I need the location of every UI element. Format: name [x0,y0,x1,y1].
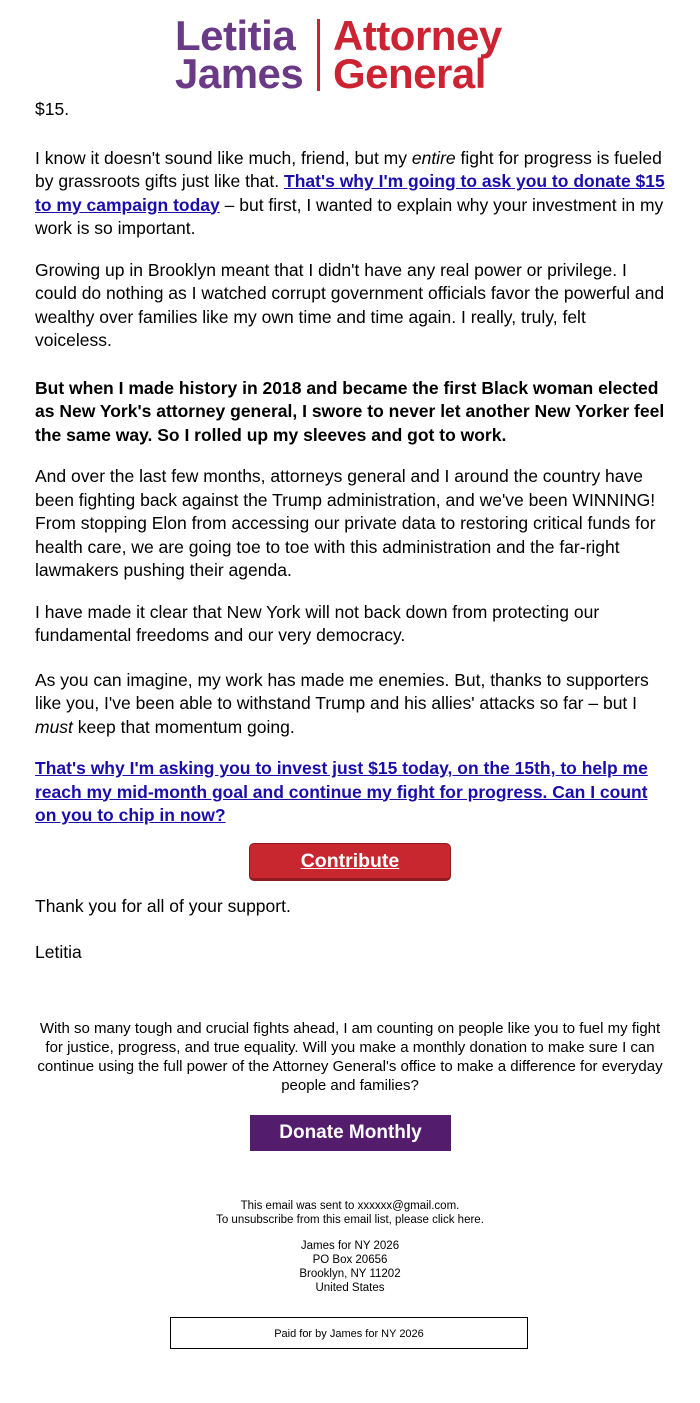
address-city: Brooklyn, NY 11202 [299,1268,401,1280]
paragraph-1: I know it doesn't sound like much, friend, but my entire fight for progress is fueled by grassroots gifts just like that. That's why I'm going to ask you to donate $15 to my campaign today – but first, I wanted to explain why your investment in my work is so important. [35,147,665,238]
campaign-logo [175,12,525,97]
sent-to-line: This email was sent to xxxxxx@gmail.com. [240,1200,460,1212]
address-po-box: PO Box 20656 [312,1254,388,1266]
logo-last-name: James [175,50,304,97]
paragraph-2: Growing up in Brooklyn meant that I didn't have any real power or privilege. I could do nothing as I watched corrupt government officials favor the powerful and wealthy over families like my own time and time again. I really, truly, felt voiceless. [35,259,665,350]
donate-monthly-button[interactable]: Donate Monthly [250,1115,451,1151]
emphasis-must: must [35,716,73,737]
unsubscribe-link[interactable]: To unsubscribe from this email list, please click here. [216,1214,484,1226]
paid-for-disclaimer: Paid for by James for NY 2026 [170,1317,528,1349]
address-country: United States [315,1282,385,1294]
signature: Letitia [35,942,82,962]
paragraph-3: But when I made history in 2018 and became the first Black woman elected as New York's attorney general, I swore to never let another New Yorker feel the same way. So I rolled up my sleeves and got to work. [35,377,665,445]
logo-title-line1: Attorney [333,12,502,59]
contribute-button[interactable]: Contribute [249,843,451,881]
address-org: James for NY 2026 [300,1240,400,1252]
logo-title-line2: General [333,50,486,97]
logo-divider [317,19,320,91]
paragraph-5: I have made it clear that New York will not back down from protecting our fundamental freedoms and our very democracy. [35,601,600,645]
email-footer [35,1199,665,1295]
email-body [35,98,665,828]
amount-line: $15. [35,99,70,119]
mailing-address [35,1239,665,1295]
monthly-appeal-text: With so many tough and crucial fights ahead, I am counting on people like you to fuel my fight for justice, progress, and true equality. Will you make a monthly donation to make sure I can continue using the full power of the Attorney General's office to make a difference for everyday people and families? [37,1020,663,1094]
paragraph-7 [35,757,665,828]
paragraph-4: And over the last few months, attorneys general and I around the country have been fighting back against the Trump administration, and we've been WINNING! From stopping Elon from accessing our private data to restoring critical funds for health care, we are going toe to toe with this administration and the far-right lawmakers pushing their agenda. [35,466,656,580]
emphasis-entire: entire [411,147,456,168]
logo-first-name: Letitia [175,12,296,59]
thanks-line: Thank you for all of your support. [35,896,291,916]
contribute-button-wrapper [249,843,451,885]
invest-15-link[interactable]: That's why I'm asking you to invest just $15 today, on the 15th, to help me reach my mid-month goal and continue my fight for progress. Can I count on you to chip in now? [35,758,648,825]
donate-15-link[interactable]: That's why I'm going to ask you to donate $15 to my campaign today [35,171,665,215]
paragraph-6: As you can imagine, my work has made me enemies. But, thanks to supporters like you, I've been able to withstand Trump and his allies' attacks so far – but I must keep that momentum going. [35,669,649,737]
